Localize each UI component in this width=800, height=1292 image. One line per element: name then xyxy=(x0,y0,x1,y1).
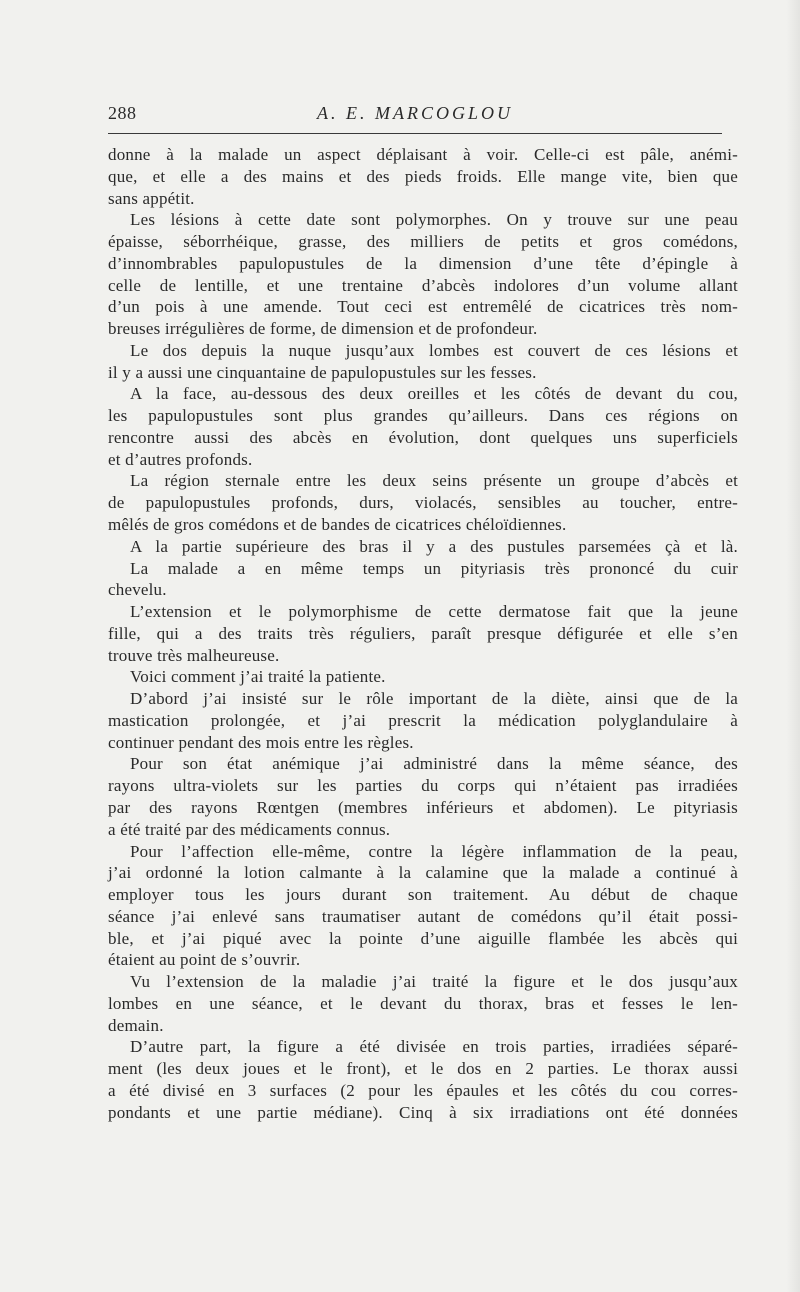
text-line: étaient au point de s’ouvrir. xyxy=(108,950,301,970)
text-line: d’innombrables papulopustules de la dimension d’une tête d’épingle à xyxy=(108,253,738,273)
text-line: rencontre aussi des abcès en évolution, dont quelques uns superficiels xyxy=(108,427,738,447)
text-line: continuer pendant des mois entre les règles. xyxy=(108,732,414,752)
text-line: L’extension et le polymorphisme de cette dermatose fait que la jeune xyxy=(130,602,738,622)
text-line: et d’autres profonds. xyxy=(108,449,253,469)
text-line: mêlés de gros comédons et de bandes de cicatrices chéloïdiennes. xyxy=(108,515,567,535)
text-line: que, et elle a des mains et des pieds froids. Elle mange vite, bien que xyxy=(108,166,738,186)
page-number: 288 xyxy=(108,103,137,123)
text-line: Le dos depuis la nuque jusqu’aux lombes est couvert de ces lésions et xyxy=(130,340,738,360)
text-line: fille, qui a des traits très réguliers, paraît presque défigurée et elle s’en xyxy=(108,623,738,643)
text-line: a été divisé en 3 surfaces (2 pour les épaules et les côtés du cou corres- xyxy=(108,1080,738,1100)
text-line: lombes en une séance, et le devant du thorax, bras et fesses le len- xyxy=(108,993,738,1013)
text-line: ble, et j’ai piqué avec la pointe d’une aiguille flambée les abcès qui xyxy=(108,928,738,948)
page-header xyxy=(108,100,722,126)
text-line: A la face, au-dessous des deux oreilles et les côtés de devant du cou, xyxy=(130,384,738,404)
text-line: sans appétit. xyxy=(108,188,195,208)
text-line: ment (les deux joues et le front), et le dos en 2 parties. Le thorax aussi xyxy=(108,1059,738,1079)
text-line: La malade a en même temps un pityriasis très prononcé du cuir xyxy=(130,558,738,578)
text-line: Pour l’affection elle-même, contre la légère inflammation de la peau, xyxy=(130,841,738,861)
text-line: Vu l’extension de la maladie j’ai traité la figure et le dos jusqu’aux xyxy=(130,972,738,992)
text-line: La région sternale entre les deux seins présente un groupe d’abcès et xyxy=(130,471,738,491)
text-line: celle de lentille, et une trentaine d’abcès indolores d’un volume allant xyxy=(108,275,738,295)
text-line: séance j’ai enlevé sans traumatiser autant de comédons qu’il était possi- xyxy=(108,906,738,926)
text-line: les papulopustules sont plus grandes qu’ailleurs. Dans ces régions on xyxy=(108,406,738,426)
text-line: a été traité par des médicaments connus. xyxy=(108,819,391,839)
text-line: donne à la malade un aspect déplaisant à voir. Celle-ci est pâle, anémi- xyxy=(108,145,738,164)
text-line: il y a aussi une cinquantaine de papulopustules sur les fesses. xyxy=(108,362,537,382)
text-line: d’un pois à une amende. Tout ceci est entremêlé de cicatrices très nom- xyxy=(108,297,738,317)
text-line: employer tous les jours durant son traitement. Au début de chaque xyxy=(108,885,738,905)
text-line: D’abord j’ai insisté sur le rôle important de la diète, ainsi que de la xyxy=(130,689,738,709)
text-line: pondants et une partie médiane). Cinq à six irradiations ont été données xyxy=(108,1102,738,1122)
page-edge-shadow xyxy=(786,0,800,1292)
running-head: A. E. MARCOGLOU xyxy=(317,103,513,123)
text-line: demain. xyxy=(108,1015,164,1035)
text-line: épaisse, séborrhéique, grasse, des milliers de petits et gros comédons, xyxy=(108,232,738,252)
text-line: D’autre part, la figure a été divisée en trois parties, irradiées séparé- xyxy=(130,1037,738,1057)
text-line: par des rayons Rœntgen (membres inférieurs et abdomen). Le pityriasis xyxy=(108,797,738,817)
text-line: Les lésions à cette date sont polymorphes. On y trouve sur une peau xyxy=(130,210,738,230)
body-text xyxy=(108,144,738,1123)
text-line: rayons ultra-violets sur les parties du corps qui n’étaient pas irradiées xyxy=(108,776,738,796)
text-line: Pour son état anémique j’ai administré dans la même séance, des xyxy=(130,754,738,774)
text-line: trouve très malheureuse. xyxy=(108,645,280,665)
text-line: mastication prolongée, et j’ai prescrit la médication polyglandulaire à xyxy=(108,710,738,730)
text-line: Voici comment j’ai traité la patiente. xyxy=(130,667,386,687)
text-line: j’ai ordonné la lotion calmante à la calamine que la malade a continué à xyxy=(108,863,738,883)
header-rule xyxy=(108,133,722,134)
text-line: A la partie supérieure des bras il y a des pustules parsemées çà et là. xyxy=(130,536,738,556)
text-line: de papulopustules profonds, durs, violacés, sensibles au toucher, entre- xyxy=(108,493,738,513)
text-line: breuses irrégulières de forme, de dimension et de profondeur. xyxy=(108,319,538,339)
text-line: chevelu. xyxy=(108,580,167,600)
